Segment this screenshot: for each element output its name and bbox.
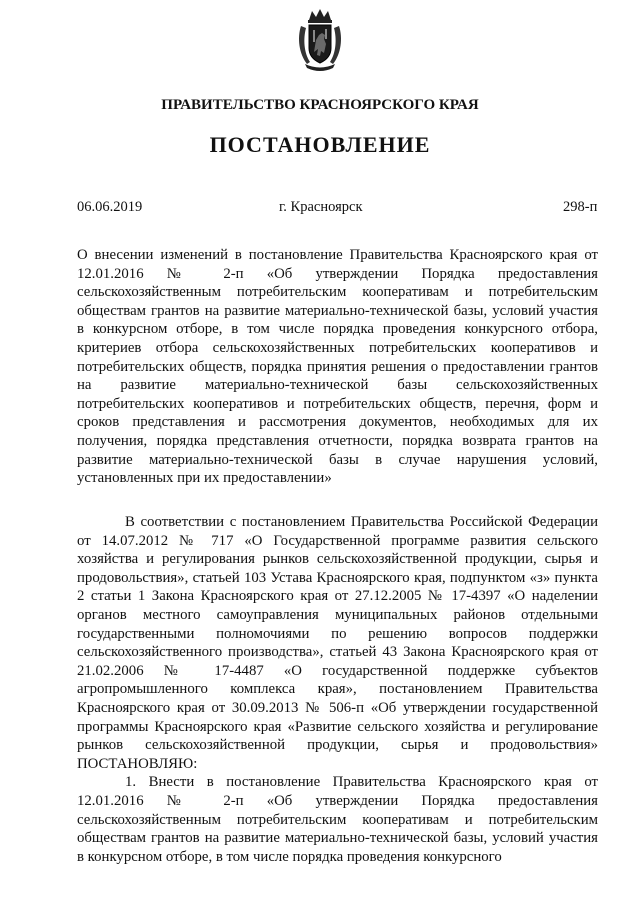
preamble-paragraph: В соответствии с постановлением Правительства Российской Федерации от 14.07.2012 № 717 «О Государственной программе развития сельского хозяйства и регулирования рынков сельскохозяйственной продукции, сырья и продовольствия», статьей 103 Устава Красноярского края, подпунктом «з» пункта 2 статьи 1 Закона Красноярского края от 27.12.2005 № 17-4397 «О наделении органов местного самоуправления муниципальных районов отдельными государственными полномочиями по решению вопросов поддержки сельскохозяйственного производства», статьей 43 Закона Красноярского края от 21.02.2006 № 17-4487 «О государственной поддержке субъектов агропромышленного комплекса края», постановлением Правительства Красноярского края от 30.09.2013 № 506-п «Об утверждении государственной программы Красноярского края «Развитие сельского хозяйства и регулирование рынков сельскохозяйственной продукции, сырья и продовольствия» ПОСТАНОВЛЯЮ: <box>77 514 598 772</box>
subject-text: О внесении изменений в постановление Правительства Красноярского края от 12.01.2016 № 2-п «Об утверждении Порядка предоставления сельскохозяйственным потребительским кооперативам и потребительским обществам грантов на развитие материально-технической базы, условий участия в конкурсном отборе, в том числе порядка проведения конкурсного отбора, критериев отбора сельскохозяйственных потребительских кооперативов и потребительских обществ, порядка принятия решения о предоставлении грантов на развитие материально-технической базы сельскохозяйственных потребительских кооперативов и потребительских обществ, перечня, форм и сроков представления и рассмотрения документов, необходимых для их получения, порядка представления отчетности, порядка возврата грантов на развитие материально-технической базы в случае нарушения условий, установленных при их предоставлении» <box>77 247 598 487</box>
document-number: 298-п <box>563 199 598 215</box>
government-title: ПРАВИТЕЛЬСТВО КРАСНОЯРСКОГО КРАЯ <box>161 97 479 113</box>
krasnoyarsk-coat-of-arms-icon <box>297 8 343 72</box>
document-date: 06.06.2019 <box>77 199 143 215</box>
document-city: г. Красноярск <box>279 199 363 215</box>
document-type: ПОСТАНОВЛЕНИЕ <box>209 132 431 157</box>
item-1-paragraph: 1. Внести в постановление Правительства Красноярского края от 12.01.2016 № 2-п «Об утверждении Порядка предоставления сельскохозяйственным потребительским кооперативам и потребительским обществам грантов на развитие материально-технической базы, условий участия в конкурсном отборе, в том числе порядка проведения конкурсного <box>77 774 598 865</box>
document-body <box>77 513 598 866</box>
document-subject <box>77 246 598 488</box>
